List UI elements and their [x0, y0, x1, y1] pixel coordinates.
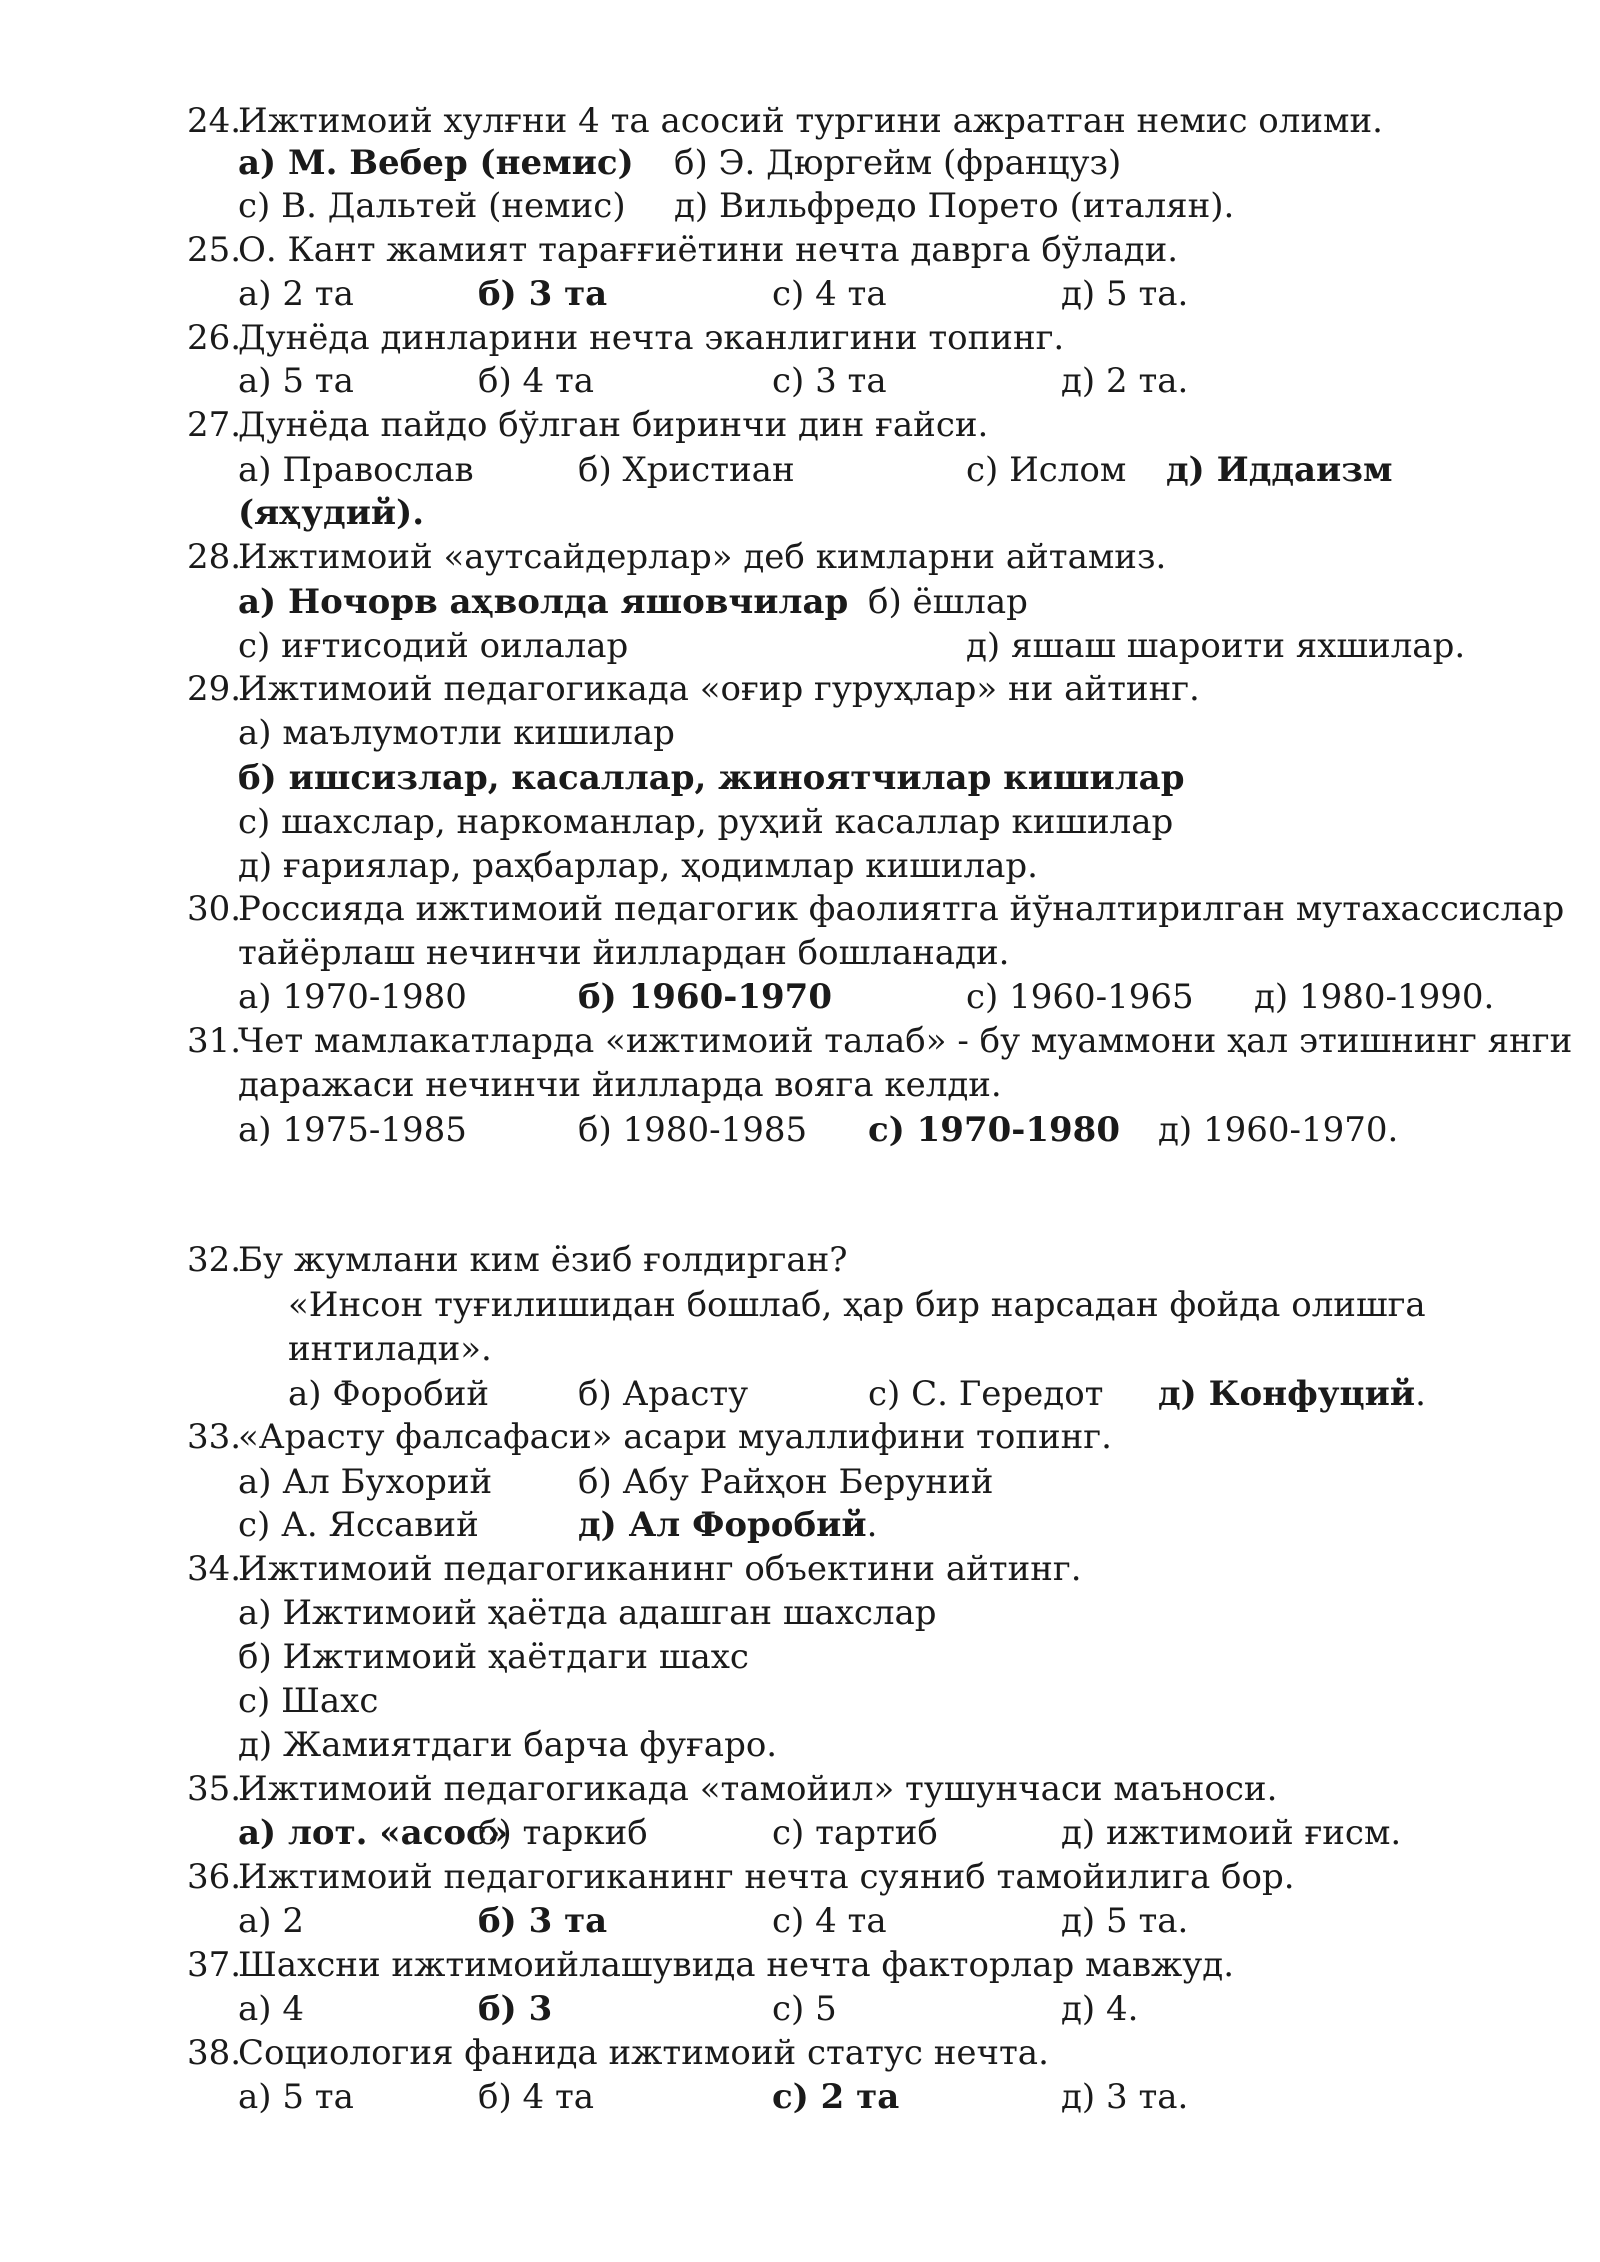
answer-option: б) Арасту	[578, 1374, 749, 1414]
answer-option: д) 1960-1970.	[1158, 1110, 1399, 1150]
answer-option: д) 5 та.	[1061, 1901, 1189, 1941]
question-number: 33.	[187, 1417, 242, 1457]
answer-option: а) Форобий	[288, 1374, 490, 1414]
question-number: 30.	[187, 889, 242, 929]
answer-option-correct: д) Иддаизм	[1166, 450, 1393, 490]
answer-option: д) яшаш шароити яхшилар.	[966, 626, 1466, 666]
question-text: Дунёда пайдо бўлган биринчи дин ғайси.	[238, 405, 989, 445]
answer-option: д) Вильфредо Порето (италян).	[674, 186, 1235, 226]
answer-option-correct: а) лот. «асос»	[238, 1813, 508, 1853]
question-number: 35.	[187, 1769, 242, 1809]
answer-option: с) С. Гередот	[868, 1374, 1104, 1414]
answer-option: б) 1980-1985	[578, 1110, 808, 1150]
answer-option: б) Ижтимоий ҳаётдаги шахс	[238, 1637, 749, 1677]
answer-option: а) маълумотли кишилар	[238, 713, 675, 753]
answer-option: с) 1960-1965	[966, 977, 1194, 1017]
question-number: 29.	[187, 669, 242, 709]
answer-option: д) 4.	[1061, 1989, 1139, 2029]
question-number: 27.	[187, 405, 242, 445]
answer-option: а) 5 та	[238, 361, 354, 401]
question-text: Россияда ижтимоий педагогик фаолиятга йўналтирилган мутахассислар	[238, 889, 1565, 929]
answer-option: а) 5 та	[238, 2077, 354, 2117]
answer-option-correct: б) 3	[478, 1989, 553, 2029]
answer-option-correct: а) М. Вебер (немис)	[238, 143, 634, 183]
answer-option-correct: с) 2 та	[772, 2077, 900, 2117]
answer-option: б) ёшлар	[868, 582, 1028, 622]
answer-option-correct: с) 1970-1980	[868, 1110, 1120, 1150]
question-text: Дунёда динларини нечта эканлигини топинг.	[238, 318, 1065, 358]
answer-option-correct: б) 3 та	[478, 1901, 608, 1941]
answer-option: а) 1975-1985	[238, 1110, 467, 1150]
question-number: 31.	[187, 1021, 242, 1061]
answer-option: с) 3 та	[772, 361, 887, 401]
question-text-continued: тайёрлаш нечинчи йиллардан бошланади.	[238, 933, 1010, 973]
question-text: Ижтимоий педагогикада «тамойил» тушунчаси маъноси.	[238, 1769, 1278, 1809]
answer-option: а) 2 та	[238, 274, 354, 314]
answer-option: д) Жамиятдаги барча фуғаро.	[238, 1725, 778, 1765]
answer-option-correct-wrap	[578, 1503, 877, 1547]
answer-option-correct-wrap	[1158, 1372, 1426, 1416]
answer-option-correct: б) 3 та	[478, 274, 608, 314]
question-text: Шахсни ижтимоийлашувида нечта факторлар мавжуд.	[238, 1945, 1235, 1985]
question-text: Бу жумлани ким ёзиб ғолдирган?	[238, 1240, 848, 1280]
answer-option: с) 4 та	[772, 1901, 887, 1941]
question-number: 24.	[187, 101, 242, 141]
question-text: Социология фанида ижтимоий статус нечта.	[238, 2033, 1049, 2073]
answer-option: б) 4 та	[478, 361, 595, 401]
answer-option: а) 2	[238, 1901, 304, 1941]
quote-text-continued: интилади».	[288, 1329, 492, 1369]
question-number: 36.	[187, 1857, 242, 1897]
question-number: 37.	[187, 1945, 242, 1985]
answer-option: а) 4	[238, 1989, 304, 2029]
answer-option: с) Шахс	[238, 1681, 379, 1721]
answer-option-correct: д) Ал Форобий	[578, 1505, 867, 1545]
answer-option: с) 4 та	[772, 274, 887, 314]
question-text: Ижтимоий хулғни 4 та асосий тургини ажратган немис олими.	[238, 101, 1383, 141]
answer-option: с) тартиб	[772, 1813, 938, 1853]
answer-option: а) Ал Бухорий	[238, 1462, 493, 1502]
answer-option: д) 5 та.	[1061, 274, 1189, 314]
answer-option-correct: а) Ночорв аҳволда яшовчилар	[238, 582, 849, 622]
answer-option: б) таркиб	[478, 1813, 648, 1853]
question-text: Ижтимоий педагогикада «оғир гуруҳлар» ни айтинг.	[238, 669, 1200, 709]
question-number: 38.	[187, 2033, 242, 2073]
answer-option: б) Э. Дюргейм (француз)	[674, 143, 1122, 183]
answer-option: а) 1970-1980	[238, 977, 467, 1017]
question-number: 34.	[187, 1549, 242, 1589]
answer-option: б) 4 та	[478, 2077, 595, 2117]
question-text: Ижтимоий «аутсайдерлар» деб кимларни айтамиз.	[238, 537, 1167, 577]
question-number: 26.	[187, 318, 242, 358]
answer-option: д) 1980-1990.	[1254, 977, 1495, 1017]
answer-option-correct: б) 1960-1970	[578, 977, 832, 1017]
question-text: «Арасту фалсафаси» асари муаллифини топинг.	[238, 1417, 1112, 1457]
question-text-continued: даражаси нечинчи йилларда вояга келди.	[238, 1065, 1002, 1105]
answer-option-correct-continued: (яҳудий).	[238, 493, 425, 533]
answer-option: с) Ислом	[966, 450, 1127, 490]
question-text: Чет мамлакатларда «ижтимоий талаб» - бу муаммони ҳал этишнинг янги	[238, 1021, 1573, 1061]
period: .	[866, 1505, 878, 1545]
answer-option: д) ғариялар, раҳбарлар, ҳодимлар кишилар.	[238, 846, 1038, 886]
answer-option: б) Христиан	[578, 450, 795, 490]
question-text: О. Кант жамият тарағғиётини нечта даврга бўлади.	[238, 230, 1179, 270]
answer-option: д) ижтимоий ғисм.	[1061, 1813, 1402, 1853]
answer-option: с) В. Дальтей (немис)	[238, 186, 626, 226]
quote-text: «Инсон туғилишидан бошлаб, ҳар бир нарсадан фойда олишга	[288, 1285, 1426, 1325]
answer-option-correct: б) ишсизлар, касаллар, жиноятчилар кишилар	[238, 758, 1185, 798]
question-text: Ижтимоий педагогиканинг объектини айтинг.	[238, 1549, 1082, 1589]
answer-option: б) Абу Райҳон Беруний	[578, 1462, 994, 1502]
question-text: Ижтимоий педагогиканинг нечта суяниб тамойилига бор.	[238, 1857, 1295, 1897]
question-number: 25.	[187, 230, 242, 270]
period: .	[1415, 1374, 1426, 1414]
answer-option-correct: д) Конфуций	[1158, 1374, 1416, 1414]
answer-option: а) Ижтимоий ҳаётда адашган шахслар	[238, 1593, 937, 1633]
answer-option: с) иғтисодий оилалар	[238, 626, 629, 666]
answer-option: а) Православ	[238, 450, 474, 490]
answer-option: д) 3 та.	[1061, 2077, 1189, 2117]
answer-option: с) А. Яссавий	[238, 1505, 479, 1545]
answer-option: д) 2 та.	[1061, 361, 1189, 401]
question-number: 32.	[187, 1240, 242, 1280]
answer-option: с) 5	[772, 1989, 837, 2029]
question-number: 28.	[187, 537, 242, 577]
answer-option: с) шахслар, наркоманлар, руҳий касаллар кишилар	[238, 802, 1174, 842]
